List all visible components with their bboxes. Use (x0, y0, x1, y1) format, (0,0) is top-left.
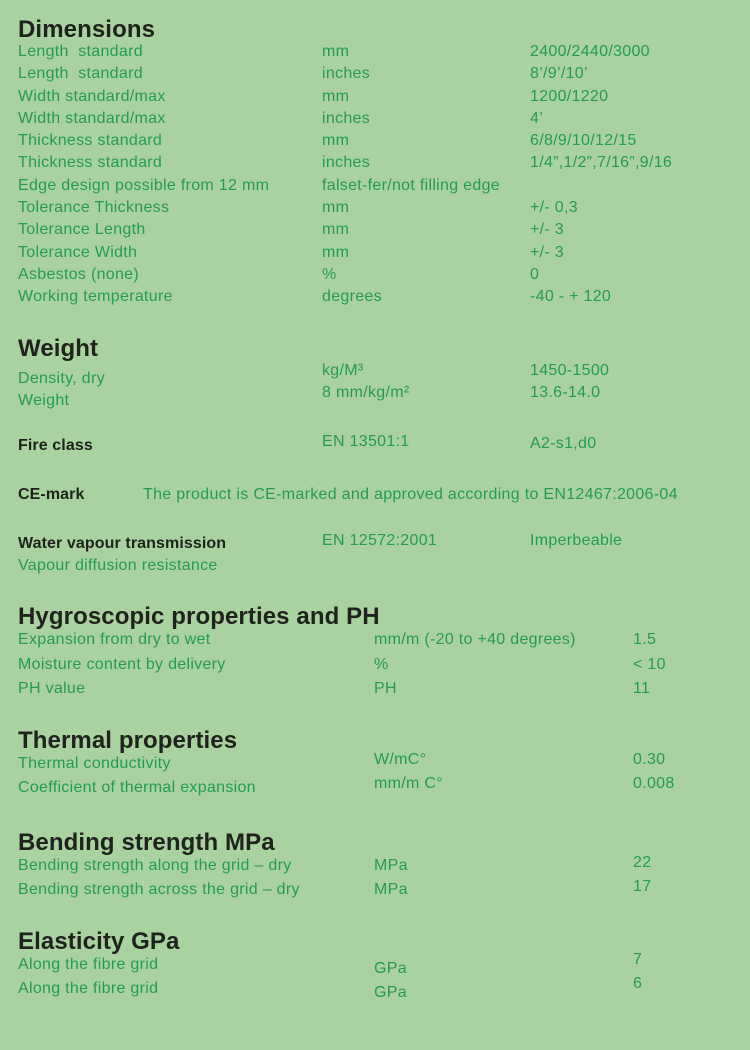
spec-label: Width standard/max (18, 87, 166, 105)
spec-unit: EN 12572:2001 (322, 531, 438, 549)
spec-label: Width standard/max (18, 109, 166, 127)
spec-value: 1200/1220 (530, 87, 609, 105)
spec-label: Tolerance Length (18, 221, 146, 239)
spec-value: 6 (633, 975, 643, 993)
spec-row (18, 435, 732, 457)
spec-row (18, 677, 732, 702)
spec-value: +/- 3 (530, 221, 564, 239)
spec-unit: mm (322, 132, 350, 150)
spec-value: 4’ (530, 109, 544, 127)
spec-unit: GPa (374, 959, 407, 977)
spec-row (18, 86, 732, 108)
spec-row (18, 108, 732, 130)
spec-value: 2400/2440/3000 (530, 43, 650, 60)
section-ce-mark (18, 484, 732, 506)
spec-unit: PH (374, 680, 397, 698)
section-bending-strength (18, 828, 732, 903)
section-title-weight: Weight (18, 334, 99, 362)
spec-value: +/- 3 (530, 243, 564, 261)
spec-row (18, 854, 732, 879)
spec-unit: MPa (374, 881, 408, 899)
spec-row (18, 219, 732, 241)
section-water-vapour (18, 533, 732, 578)
spec-value: 0 (530, 265, 540, 283)
spec-unit: W/mC° (374, 750, 427, 768)
spec-row (18, 63, 732, 85)
spec-label: Length standard (18, 65, 143, 83)
spec-value: 0.30 (633, 750, 666, 768)
spec-value: 8’/9’/10’ (530, 65, 588, 83)
spec-label: Moisture content by delivery (18, 655, 226, 673)
spec-label: Density, dry (18, 369, 105, 387)
spec-row (18, 383, 732, 412)
spec-unit: MPa (374, 856, 408, 874)
spec-row (18, 242, 732, 264)
spec-unit: EN 13501:1 (322, 433, 410, 451)
spec-unit: mm/m C° (374, 775, 443, 793)
spec-row (18, 152, 732, 174)
section-fire-class (18, 435, 732, 457)
spec-value: -40 - + 120 (530, 288, 612, 306)
section-title-hygroscopic: Hygroscopic properties and PH (18, 603, 380, 631)
spec-label: Thickness standard (18, 154, 163, 172)
section-hygroscopic (18, 603, 732, 702)
spec-row (18, 555, 732, 577)
spec-label: Thermal conductivity (18, 754, 171, 772)
spec-row (18, 950, 732, 978)
section-title-dimensions: Dimensions (18, 16, 156, 43)
spec-unit: GPa (374, 984, 407, 1002)
spec-label: Coefficient of thermal expansion (18, 779, 256, 797)
spec-label: Edge design possible from 12 mm (18, 176, 270, 194)
spec-row (18, 533, 732, 555)
spec-value: 6/8/9/10/12/15 (530, 132, 637, 150)
spec-row (18, 286, 732, 308)
spec-value: +/- 0,3 (530, 199, 578, 217)
spec-unit: degrees (322, 288, 382, 306)
spec-label: Length standard (18, 43, 143, 60)
spec-label: Tolerance Width (18, 243, 138, 261)
section-title-water-vapour: Water vapour transmission (18, 534, 227, 552)
spec-row (18, 264, 732, 286)
spec-label: Along the fibre grid (18, 980, 159, 998)
section-elasticity (18, 927, 732, 1002)
section-thermal (18, 726, 732, 801)
spec-row (18, 197, 732, 219)
spec-value: 1/4”,1/2”,7/16”,9/16 (530, 154, 673, 172)
section-weight (18, 334, 732, 413)
spec-unit: kg/M³ (322, 361, 364, 379)
spec-unit: inches (322, 154, 371, 172)
spec-label: Weight (18, 391, 70, 409)
spec-unit: % (322, 265, 337, 283)
spec-unit: mm (322, 221, 350, 239)
spec-unit: 8 mm/kg/m² (322, 383, 410, 401)
spec-value: 22 (633, 853, 652, 871)
spec-label: PH value (18, 680, 86, 698)
spec-row (18, 175, 732, 197)
spec-value: 13.6-14.0 (530, 383, 601, 401)
spec-value: < 10 (633, 655, 666, 673)
spec-unit: falset-fer/not filling edge (322, 176, 500, 194)
ce-mark-statement: The product is CE-marked and approved according to EN12467:2006-04 (143, 486, 678, 504)
spec-unit: mm (322, 243, 350, 261)
spec-unit: mm/m (-20 to +40 degrees) (374, 631, 576, 649)
spec-value: Imperbeable (530, 531, 623, 549)
spec-row (18, 977, 732, 1002)
spec-value: 0.008 (633, 775, 675, 793)
spec-label: Bending strength along the grid – dry (18, 856, 292, 874)
spec-row (18, 41, 732, 63)
spec-value: 17 (633, 878, 652, 896)
spec-row (18, 653, 732, 678)
section-title-bending-strength: Bending strength MPa (18, 828, 275, 856)
spec-row (18, 628, 732, 653)
spec-unit: mm (322, 87, 350, 105)
spec-value: 11 (633, 680, 651, 698)
section-title-thermal: Thermal properties (18, 726, 238, 754)
spec-label: Along the fibre grid (18, 955, 159, 973)
spec-label: Thickness standard (18, 132, 163, 150)
spec-label: Working temperature (18, 288, 173, 306)
spec-value: A2-s1,d0 (530, 435, 597, 453)
spec-row (18, 878, 732, 903)
section-dimensions (18, 16, 732, 309)
spec-unit: % (374, 655, 389, 673)
spec-label: Bending strength across the grid – dry (18, 881, 300, 899)
spec-unit: mm (322, 43, 350, 60)
section-title-fire-class: Fire class (18, 437, 93, 455)
section-title-elasticity: Elasticity GPa (18, 927, 180, 955)
spec-label: Asbestos (none) (18, 265, 140, 283)
spec-label: Vapour diffusion resistance (18, 557, 218, 575)
section-title-ce-mark: CE-mark (18, 486, 85, 504)
spec-unit: inches (322, 65, 371, 83)
spec-unit: mm (322, 199, 350, 217)
spec-unit: inches (322, 109, 371, 127)
spec-row (18, 776, 732, 801)
spec-row (18, 130, 732, 152)
spec-value: 1.5 (633, 631, 657, 649)
spec-value: 1450-1500 (530, 361, 610, 379)
spec-label: Tolerance Thickness (18, 199, 170, 217)
spec-value: 7 (633, 950, 643, 968)
spec-label: Expansion from dry to wet (18, 631, 211, 649)
spec-row (18, 484, 732, 506)
